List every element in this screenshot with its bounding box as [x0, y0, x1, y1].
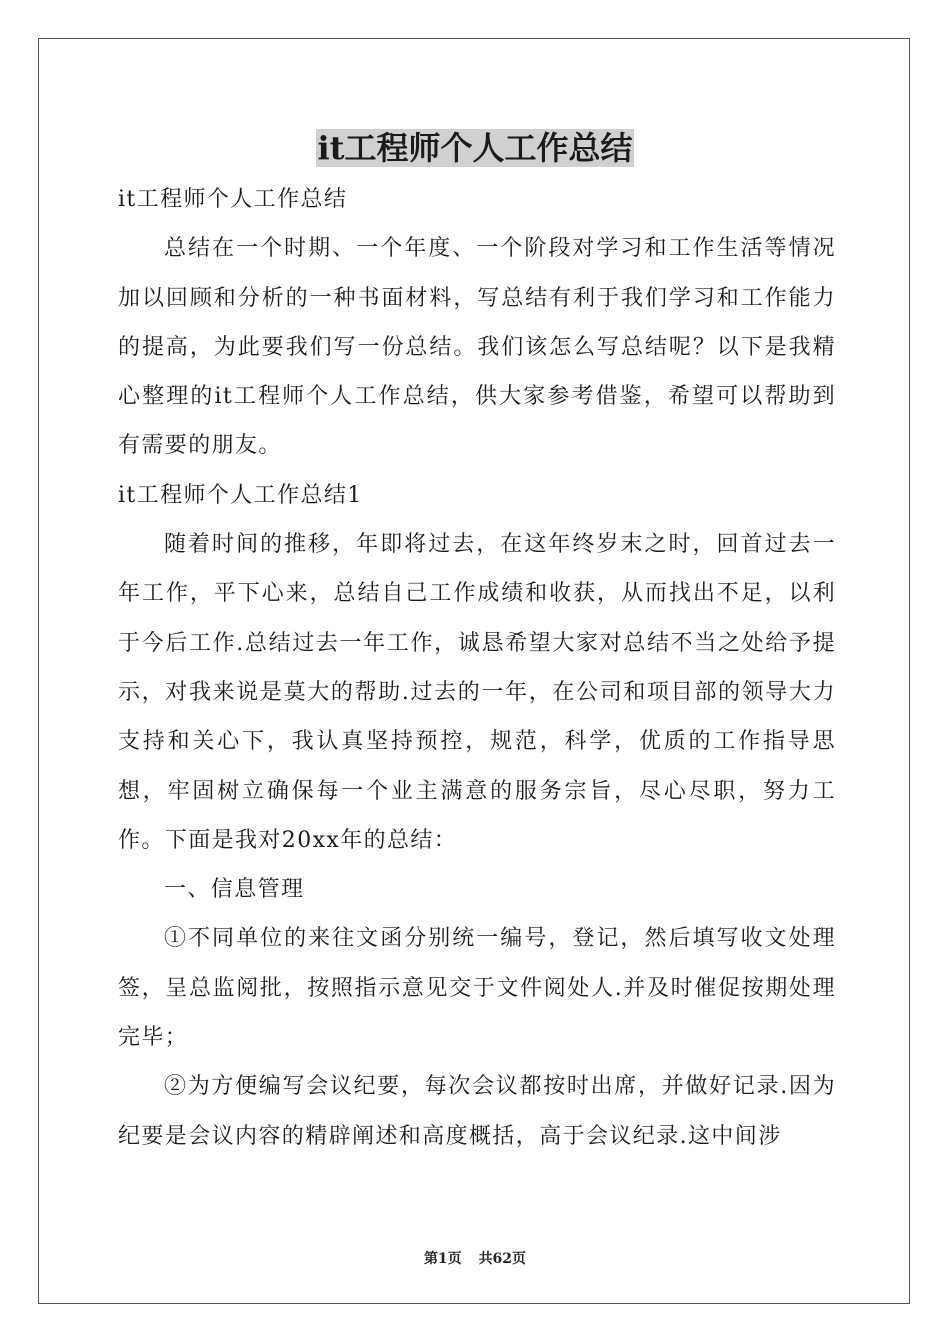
paragraph: 一、信息管理: [164, 877, 305, 903]
paragraph: ①不同单位的来往文函分别统一编号，登记，然后填写收文处理签，呈总监阅批，按照指示意见交于文件阅处人.并及时催促按期处理完毕；: [118, 926, 836, 1051]
document-title-text: it工程师个人工作总结: [317, 129, 633, 167]
paragraph: it工程师个人工作总结1: [118, 482, 363, 508]
paragraph: ②为方便编写会议纪要，每次会议都按时出席，并做好记录.因为纪要是会议内容的精辟阐述和高度概括，高于会议纪录.这中间涉: [118, 1074, 836, 1149]
paragraph: it工程师个人工作总结: [118, 187, 348, 212]
document-body: [118, 175, 836, 1161]
document-title: [0, 126, 950, 170]
page-footer: [0, 1248, 950, 1268]
paragraph: 总结在一个时期、一个年度、一个阶段对学习和工作生活等情况加以回顾和分析的一种书面材料，写总结有利于我们学习和工作能力的提高，为此要我们写一份总结。我们该怎么写总结呢？以下是我精心整理的it工程师个人工作总结，供大家参考借鉴，希望可以帮助到有需要的朋友。: [118, 236, 836, 459]
paragraph: 随着时间的推移，年即将过去，在这年终岁末之时，回首过去一年工作，平下心来，总结自己工作成绩和收获，从而找出不足，以利于今后工作.总结过去一年工作，诚恳希望大家对总结不当之处给予提示，对我来说是莫大的帮助.过去的一年，在公司和项目部的领导大力支持和关心下，我认真坚持预控，规范，科学，优质的工作指导思想，牢固树立确保每一个业主满意的服务宗旨，尽心尽职，努力工作。下面是我对20xx年的总结：: [118, 532, 836, 853]
page-number: 第1页: [423, 1251, 462, 1267]
page-total: 共62页: [478, 1251, 527, 1267]
